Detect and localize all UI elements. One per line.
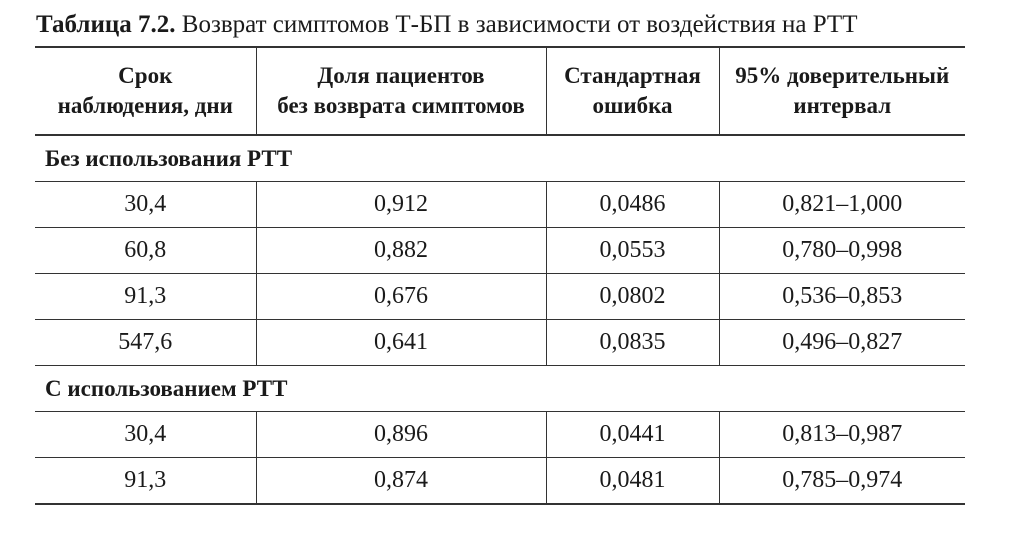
cell-share: 0,874 xyxy=(256,458,546,505)
cell-share: 0,676 xyxy=(256,274,546,320)
header-period: Срок наблюдения, дни xyxy=(35,47,256,135)
caption-text: Возврат симптомов Т-БП в зависимости от воздействия на РТТ xyxy=(175,11,858,38)
group-row-with-rtt xyxy=(35,366,965,412)
cell-interval: 0,813–0,987 xyxy=(719,412,965,458)
cell-interval: 0,785–0,974 xyxy=(719,458,965,505)
cell-period: 91,3 xyxy=(35,458,256,505)
group-row-without-rtt xyxy=(35,135,965,182)
table-row xyxy=(35,320,965,366)
table-row xyxy=(35,458,965,505)
group-title: С использованием РТТ xyxy=(35,366,965,412)
cell-period: 30,4 xyxy=(35,182,256,228)
cell-interval: 0,536–0,853 xyxy=(719,274,965,320)
cell-period: 60,8 xyxy=(35,228,256,274)
table-row xyxy=(35,182,965,228)
cell-error: 0,0553 xyxy=(546,228,719,274)
header-share-patients: Доля пациентов без возврата симптомов xyxy=(256,47,546,135)
results-table xyxy=(35,46,965,505)
cell-share: 0,912 xyxy=(256,182,546,228)
cell-interval: 0,821–1,000 xyxy=(719,182,965,228)
cell-error: 0,0441 xyxy=(546,412,719,458)
cell-period: 547,6 xyxy=(35,320,256,366)
cell-error: 0,0486 xyxy=(546,182,719,228)
cell-period: 91,3 xyxy=(35,274,256,320)
header-row xyxy=(35,47,965,135)
header-confidence-interval: 95% доверительный интервал xyxy=(719,47,965,135)
cell-interval: 0,780–0,998 xyxy=(719,228,965,274)
header-standard-error: Стандартная ошибка xyxy=(546,47,719,135)
table-row xyxy=(35,274,965,320)
cell-period: 30,4 xyxy=(35,412,256,458)
caption-label: Таблица 7.2. xyxy=(36,11,176,38)
cell-error: 0,0481 xyxy=(546,458,719,505)
table-row xyxy=(35,412,965,458)
table-caption xyxy=(36,10,857,40)
cell-error: 0,0802 xyxy=(546,274,719,320)
cell-error: 0,0835 xyxy=(546,320,719,366)
cell-interval: 0,496–0,827 xyxy=(719,320,965,366)
cell-share: 0,896 xyxy=(256,412,546,458)
cell-share: 0,641 xyxy=(256,320,546,366)
table-row xyxy=(35,228,965,274)
cell-share: 0,882 xyxy=(256,228,546,274)
group-title: Без использования РТТ xyxy=(35,135,965,182)
